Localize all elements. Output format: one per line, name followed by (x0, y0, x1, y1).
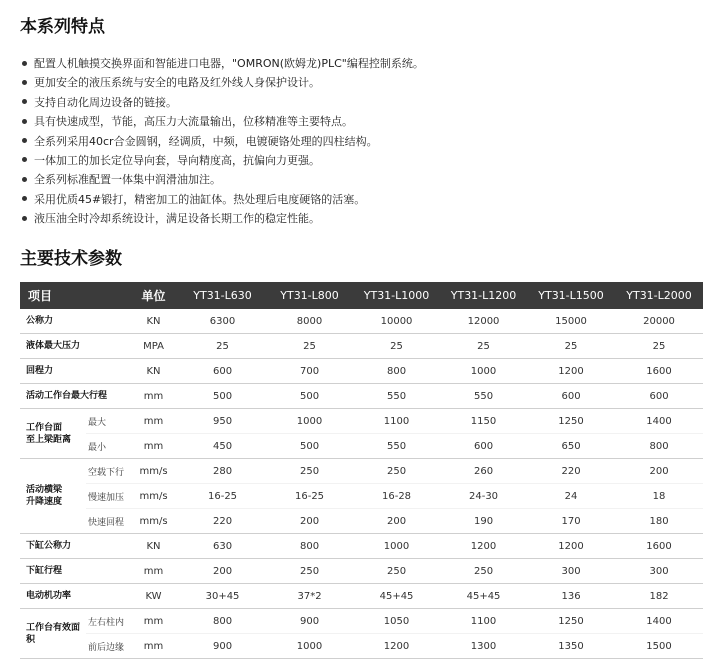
row-unit: KN (128, 309, 179, 334)
header-model: YT31-L630 (179, 282, 266, 309)
cell: 1200 (440, 534, 527, 559)
cell: 25 (353, 334, 440, 359)
table-row (20, 359, 703, 384)
bullet-icon (22, 99, 27, 104)
cell: 600 (615, 384, 703, 409)
cell: 45+45 (440, 584, 527, 609)
row-sublabel: 空载下行 (86, 459, 128, 484)
row-group-label-line2: 至上梁距离 (26, 434, 72, 445)
table-row (20, 609, 703, 634)
row-label: 液体最大压力 (20, 334, 128, 359)
cell: 20000 (615, 309, 703, 334)
feature-text: 全系列标准配置一体集中润滑油加注。 (34, 173, 221, 187)
cell: 1100 (353, 409, 440, 434)
cell: 1000 (266, 634, 353, 659)
cell: 16-25 (179, 484, 266, 509)
cell: 24-30 (440, 484, 527, 509)
feature-item (22, 190, 702, 209)
cell: 18 (615, 484, 703, 509)
cell: 500 (179, 384, 266, 409)
cell: 1000 (353, 534, 440, 559)
feature-text: 一体加工的加长定位导向套，导向精度高，抗偏向力更强。 (34, 153, 320, 167)
cell: 250 (440, 559, 527, 584)
cell: 600 (527, 384, 615, 409)
row-group-label (20, 409, 86, 459)
cell: 37*2 (266, 584, 353, 609)
cell: 1200 (527, 534, 615, 559)
cell: 800 (266, 534, 353, 559)
cell: 1200 (353, 634, 440, 659)
cell: 1000 (440, 359, 527, 384)
table-row (20, 334, 703, 359)
row-label: 下缸行程 (20, 559, 128, 584)
bullet-icon (22, 177, 27, 182)
row-sublabel: 最小 (86, 434, 128, 459)
table-row (20, 459, 703, 484)
cell: 25 (440, 334, 527, 359)
feature-text: 配置人机触摸交换界面和智能进口电器，"OMRON(欧姆龙)PLC"编程控制系统。 (34, 57, 424, 70)
cell: 136 (527, 584, 615, 609)
cell: 630 (179, 534, 266, 559)
cell: 1600 (615, 534, 703, 559)
row-group-label-line1: 工作台面 (26, 422, 63, 433)
feature-item (22, 73, 702, 92)
row-unit: mm/s (128, 484, 179, 509)
cell: 800 (353, 359, 440, 384)
feature-item (22, 112, 702, 131)
row-unit: mm (128, 559, 179, 584)
row-unit: mm (128, 634, 179, 659)
cell: 16-28 (353, 484, 440, 509)
cell: 6300 (179, 309, 266, 334)
row-unit: mm (128, 434, 179, 459)
feature-item (22, 170, 702, 189)
row-unit: mm (128, 609, 179, 634)
cell: 1300 (440, 634, 527, 659)
row-sublabel: 快速回程 (86, 509, 128, 534)
bullet-icon (22, 157, 27, 162)
cell: 600 (440, 434, 527, 459)
header-model: YT31-L800 (266, 282, 353, 309)
cell: 800 (179, 609, 266, 634)
header-unit: 单位 (128, 282, 179, 309)
cell: 500 (266, 434, 353, 459)
feature-text: 具有快速成型，节能，高压力大流量输出，位移精准等主要特点。 (34, 115, 353, 129)
cell: 16-25 (266, 484, 353, 509)
cell: 500 (266, 384, 353, 409)
table-row (20, 584, 703, 609)
row-group-label: 工作台有效面积 (20, 609, 86, 659)
cell: 45+45 (353, 584, 440, 609)
cell: 250 (353, 459, 440, 484)
table-row (20, 484, 703, 509)
cell: 200 (615, 459, 703, 484)
cell: 550 (353, 434, 440, 459)
cell: 190 (440, 509, 527, 534)
header-model: YT31-L1500 (527, 282, 615, 309)
cell: 200 (353, 509, 440, 534)
cell: 450 (179, 434, 266, 459)
bullet-icon (22, 80, 27, 85)
row-group-label (20, 459, 86, 534)
table-row (20, 559, 703, 584)
row-unit: MPA (128, 334, 179, 359)
feature-text: 支持自动化周边设备的链接。 (34, 95, 177, 109)
feature-item (22, 93, 702, 112)
cell: 950 (179, 409, 266, 434)
cell: 280 (179, 459, 266, 484)
header-model: YT31-L2000 (615, 282, 703, 309)
cell: 1200 (527, 359, 615, 384)
header-item: 项目 (20, 282, 128, 309)
bullet-icon (22, 138, 27, 143)
feature-item (22, 151, 702, 170)
cell: 10000 (353, 309, 440, 334)
cell: 300 (615, 559, 703, 584)
cell: 12000 (440, 309, 527, 334)
row-group-label-line1: 活动横梁 (26, 485, 63, 495)
cell: 600 (179, 359, 266, 384)
cell: 1600 (615, 359, 703, 384)
features-list (22, 54, 702, 229)
header-model: YT31-L1200 (440, 282, 527, 309)
cell: 650 (527, 434, 615, 459)
bullet-icon (22, 119, 27, 124)
cell: 220 (179, 509, 266, 534)
table-row (20, 634, 703, 659)
cell: 170 (527, 509, 615, 534)
cell: 1000 (266, 409, 353, 434)
feature-item (22, 54, 702, 73)
cell: 300 (527, 559, 615, 584)
row-label: 公称力 (20, 309, 128, 334)
cell: 260 (440, 459, 527, 484)
cell: 25 (527, 334, 615, 359)
cell: 800 (615, 434, 703, 459)
bullet-icon (22, 61, 27, 66)
bullet-icon (22, 216, 27, 221)
table-row (20, 509, 703, 534)
specs-table (20, 282, 703, 659)
row-unit: KN (128, 534, 179, 559)
row-label: 回程力 (20, 359, 128, 384)
cell: 30+45 (179, 584, 266, 609)
table-row (20, 409, 703, 434)
feature-text: 采用优质45#锻打，精密加工的油缸体。热处理后电度硬铬的活塞。 (34, 192, 366, 206)
row-unit: KW (128, 584, 179, 609)
cell: 25 (179, 334, 266, 359)
row-label: 电动机功率 (20, 584, 128, 609)
cell: 1350 (527, 634, 615, 659)
cell: 700 (266, 359, 353, 384)
feature-text: 更加安全的液压系统与安全的电路及红外线人身保护设计。 (34, 76, 320, 90)
table-row (20, 534, 703, 559)
specs-title: 主要技术参数 (20, 249, 122, 269)
row-sublabel: 慢速加压 (86, 484, 128, 509)
row-label: 下缸公称力 (20, 534, 128, 559)
cell: 250 (266, 459, 353, 484)
cell: 25 (615, 334, 703, 359)
table-row (20, 434, 703, 459)
cell: 1250 (527, 409, 615, 434)
feature-text: 全系列采用40cr合金圆钢，经调质，中频，电镀硬铬处理的四柱结构。 (34, 134, 378, 148)
row-label: 活动工作台最大行程 (20, 384, 128, 409)
row-unit: mm (128, 384, 179, 409)
row-unit: mm/s (128, 509, 179, 534)
cell: 1400 (615, 609, 703, 634)
cell: 15000 (527, 309, 615, 334)
cell: 200 (266, 509, 353, 534)
row-sublabel: 最大 (86, 409, 128, 434)
row-group-label-line2: 升降速度 (26, 497, 63, 507)
cell: 8000 (266, 309, 353, 334)
cell: 900 (179, 634, 266, 659)
cell: 24 (527, 484, 615, 509)
features-title: 本系列特点 (20, 17, 105, 37)
table-header-row (20, 282, 703, 309)
cell: 550 (353, 384, 440, 409)
cell: 550 (440, 384, 527, 409)
cell: 1150 (440, 409, 527, 434)
cell: 182 (615, 584, 703, 609)
cell: 220 (527, 459, 615, 484)
cell: 25 (266, 334, 353, 359)
cell: 250 (353, 559, 440, 584)
table-row (20, 384, 703, 409)
cell: 1050 (353, 609, 440, 634)
table-row (20, 309, 703, 334)
row-unit: mm/s (128, 459, 179, 484)
cell: 1250 (527, 609, 615, 634)
bullet-icon (22, 196, 27, 201)
header-model: YT31-L1000 (353, 282, 440, 309)
cell: 1400 (615, 409, 703, 434)
row-unit: mm (128, 409, 179, 434)
cell: 1100 (440, 609, 527, 634)
cell: 1500 (615, 634, 703, 659)
row-sublabel: 前后边缘 (86, 634, 128, 659)
feature-item (22, 132, 702, 151)
cell: 180 (615, 509, 703, 534)
row-sublabel: 左右柱内 (86, 609, 128, 634)
cell: 200 (179, 559, 266, 584)
row-unit: KN (128, 359, 179, 384)
cell: 900 (266, 609, 353, 634)
cell: 250 (266, 559, 353, 584)
feature-item (22, 209, 702, 228)
feature-text: 液压油全时冷却系统设计，满足设备长期工作的稳定性能。 (34, 212, 320, 226)
